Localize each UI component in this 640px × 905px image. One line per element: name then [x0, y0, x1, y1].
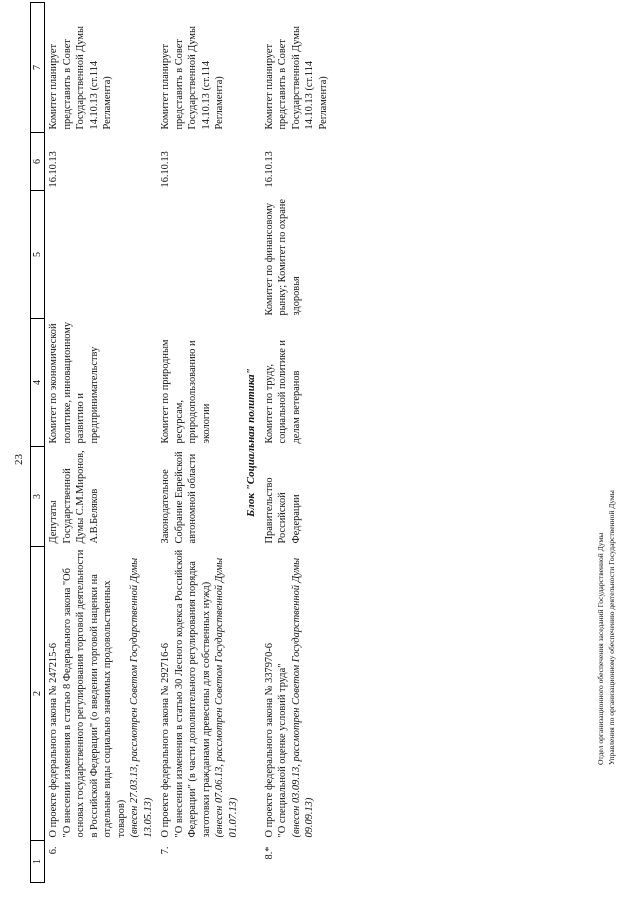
bill-description: "О внесении изменения в статью 8 Федерального закона "Об основах государственного регулирования торговой деятельности в Российской Федерации" (о введении торговой наценки на отдельные виды социально значимых продовольственных товаров): [61, 549, 127, 838]
bill-description: "О внесении изменения в статью 30 Лесного кодекса Российской Федерации" (в части дополнительного регулирования порядка заготовки гражданами древесины для собственных нужд): [173, 549, 212, 838]
table-row: [45, 3, 158, 883]
committee-cell: Комитет по труду, социальной политике и делам ветеранов: [263, 340, 302, 444]
bill-title: О проекте федерального закона № 292716-6: [160, 643, 172, 838]
table-header-row: [31, 3, 45, 883]
column-header: 2: [31, 547, 45, 841]
column-header: 7: [31, 3, 45, 133]
section-row: [242, 3, 260, 883]
row-number: 6.: [48, 846, 59, 855]
bill-cell: [261, 547, 333, 841]
bill-note: (внесен 07.06.13, рассмотрен Советом Государственной Думы 01.07.13): [214, 557, 239, 838]
co-executor-cell: [45, 191, 158, 319]
co-executor-cell: [157, 191, 242, 319]
co-executor-cell: Комитет по финансовому рынку; Комитет по охране здоровья: [263, 199, 302, 316]
table-row: [157, 3, 242, 883]
section-title: Блок "Социальная политика": [245, 368, 258, 517]
row-number: 7.: [160, 846, 172, 855]
bill-cell: [45, 547, 158, 841]
committee-cell: Комитет по экономической политике, инновационному развитию и предпринимательству: [48, 321, 100, 444]
row-number: 8.*: [263, 846, 275, 860]
date-cell: 16.10.13: [263, 151, 275, 188]
author-cell: Правительство Российской Федерации: [263, 477, 302, 544]
footer-line: Отдел организационного обеспечения заседаний Государственной Думы: [596, 532, 605, 765]
column-header: 4: [31, 319, 45, 447]
page-number: 23: [13, 454, 25, 465]
bill-title: О проекте федерального закона № 337970-6: [263, 643, 275, 838]
date-cell: 16.10.13: [160, 151, 172, 188]
bill-title: О проекте федерального закона № 247215-6: [48, 643, 59, 838]
plan-cell: Комитет планирует представить в Совет Государственной Думы 14.10.13 (ст.114 Регламента): [263, 26, 329, 130]
plan-cell: Комитет планирует представить в Совет Государственной Думы 14.10.13 (ст.114 Регламента): [48, 26, 114, 130]
bill-note: (внесен 03.09.13, рассмотрен Советом Государственной Думы 09.09.13): [290, 557, 316, 838]
page-footer: [596, 490, 617, 765]
table-row: [261, 3, 333, 883]
plan-cell: Комитет планирует представить в Совет Государственной Думы 14.10.13 (ст.114 Регламента): [160, 26, 226, 130]
column-header: 6: [31, 133, 45, 191]
date-cell: 16.10.13: [48, 151, 59, 188]
footer-line: Управления по организационному обеспечению деятельности Государственной Думы: [606, 490, 616, 765]
agenda-table: [30, 2, 332, 883]
author-cell: Депутаты Государственной Думы С.М.Миронов, А.В.Беляков: [48, 450, 100, 544]
committee-cell: Комитет по природным ресурсам, природопользованию и экологии: [160, 339, 212, 444]
column-header: 3: [31, 447, 45, 547]
bill-note: (внесен 27.03.13, рассмотрен Советом Государственной Думы 13.05.13): [129, 557, 154, 838]
column-header: 1: [31, 841, 45, 883]
column-header: 5: [31, 191, 45, 319]
bill-description: "О специальной оценке условий труда": [277, 663, 289, 838]
bill-cell: [157, 547, 242, 841]
author-cell: Законодательное Собрание Еврейской автономной области: [160, 451, 199, 544]
